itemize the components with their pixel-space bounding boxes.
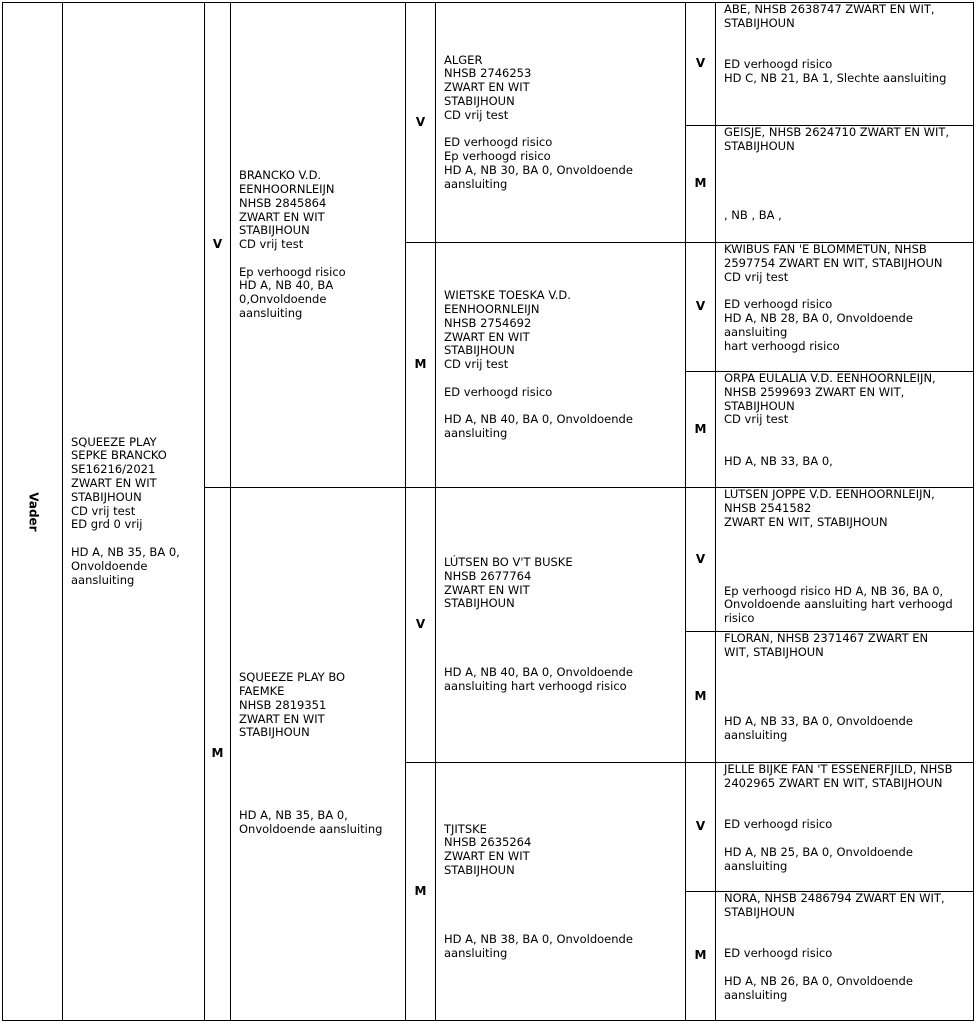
sire-line-7: Ep verhoogd risico: [239, 264, 346, 279]
subject-name: SQUEEZE PLAY: [71, 434, 157, 449]
gen4-2-line-3: , NB , BA ,: [724, 207, 782, 222]
dam-line-2: FAEMKE: [239, 684, 285, 699]
gen4-dog-1: [715, 2, 974, 126]
side-label-cell: [2, 2, 63, 1021]
subject-name-2: SEPKE BRANCKO: [71, 448, 167, 463]
gen3-vv-line-3: ZWART EN WIT: [444, 80, 530, 95]
gen3-mv-line-3: ZWART EN WIT: [444, 582, 530, 597]
sire-line-9: 0,Onvoldoende: [239, 292, 327, 307]
gen4-sex-label-3: V: [685, 242, 716, 372]
gen3-mm-line-4: STABIJHOUN: [444, 862, 515, 877]
gen4-7-line-1: JELLE BIJKE FAN 'T ESSENERFJILD, NHSB: [724, 762, 953, 776]
gen4-8-line-3: ED verhoogd risico: [724, 946, 833, 961]
subject-dog-cell: [62, 2, 205, 1021]
sire-line-1: BRANCKO V.D.: [239, 168, 322, 183]
subject-registration: SE16216/2021: [71, 462, 156, 477]
gen4-sex-label-2: M: [685, 125, 716, 243]
gen4-sex-label-6: M: [685, 631, 716, 763]
gen4-dog-2: [715, 125, 974, 243]
gen4-8-line-2: STABIJHOUN: [724, 904, 795, 919]
gen2-sex-label-m: M: [204, 487, 231, 1021]
gen4-dog-6: [715, 631, 974, 763]
gen3-vv-line-7: Ep verhoogd risico: [444, 149, 551, 164]
gen4-4-line-2: NHSB 2599693 ZWART EN WIT,: [724, 384, 905, 399]
granddam-maternal-cell: [435, 762, 686, 1021]
gen4-dog-4: [715, 371, 974, 488]
gen3-mv-line-4: STABIJHOUN: [444, 596, 515, 611]
gen3-vm-line-4: ZWART EN WIT: [444, 329, 530, 344]
gen4-4-line-4: CD vrij test: [724, 412, 789, 427]
gen3-vv-line-6: ED verhoogd risico: [444, 135, 553, 150]
gen4-2-line-1: GEISJE, NHSB 2624710 ZWART EN WIT,: [724, 125, 950, 139]
gen4-5-line-6: risico: [724, 611, 755, 626]
gen4-5-line-4: Ep verhoogd risico HD A, NB 36, BA 0,: [724, 583, 944, 598]
gen4-sex-label-8: M: [685, 891, 716, 1021]
subject-color: ZWART EN WIT: [71, 476, 157, 490]
gen4-7-line-3: ED verhoogd risico: [724, 817, 833, 832]
gen3-mv-line-6: aansluiting hart verhoogd risico: [444, 679, 627, 694]
gen4-sex-label-4: M: [685, 371, 716, 488]
gen3-vm-line-2: EENHOORNLEIJN: [444, 301, 540, 316]
sire-line-5: STABIJHOUN: [239, 223, 310, 238]
gen4-3-line-4: ED verhoogd risico: [724, 297, 833, 312]
gen4-dog-8: [715, 891, 974, 1021]
gen3-mm-line-5: HD A, NB 38, BA 0, Onvoldoende: [444, 931, 633, 946]
gen4-dog-7: [715, 762, 974, 892]
gen3-vm-line-3: NHSB 2754692: [444, 315, 532, 330]
dam-cell: [230, 487, 406, 1021]
gen3-vv-line-5: CD vrij test: [444, 107, 509, 122]
gen3-vv-line-9: aansluiting: [444, 176, 508, 191]
gen4-7-line-2: 2402965 ZWART EN WIT, STABIJHOUN: [724, 775, 943, 790]
gen4-sex-label-1: V: [685, 2, 716, 126]
subject-cd: CD vrij test: [71, 503, 136, 518]
gen4-3-line-2: 2597754 ZWART EN WIT, STABIJHOUN: [724, 255, 943, 270]
grandsire-paternal-cell: [435, 2, 686, 243]
gen4-8-line-1: NORA, NHSB 2486794 ZWART EN WIT,: [724, 891, 945, 905]
gen4-4-line-1: ORPA EULALIA V.D. EENHOORNLEIJN,: [724, 371, 936, 385]
dam-line-7: Onvoldoende aansluiting: [239, 821, 383, 836]
subject-hd-2: Onvoldoende: [71, 558, 148, 573]
gen4-1-line-3: ED verhoogd risico: [724, 57, 833, 72]
sire-line-2: EENHOORNLEIJN: [239, 181, 335, 196]
subject-hd-3: aansluiting: [71, 572, 135, 587]
gen4-2-line-2: STABIJHOUN: [724, 138, 795, 153]
gen2-sex-label-v: V: [204, 2, 231, 488]
gen4-8-line-5: aansluiting: [724, 987, 788, 1002]
gen4-dog-5: [715, 487, 974, 632]
gen4-sex-label-5: V: [685, 487, 716, 632]
gen3-mv-line-1: LÚTSEN BO V'T BUSKE: [444, 555, 573, 570]
subject-ed: ED grd 0 vrij: [71, 517, 143, 532]
gen4-7-line-5: aansluiting: [724, 858, 788, 873]
gen4-5-line-5: Onvoldoende aansluiting hart verhoogd: [724, 597, 953, 612]
gen3-vm-line-5: STABIJHOUN: [444, 343, 515, 358]
gen4-4-line-3: STABIJHOUN: [724, 398, 795, 413]
gen4-3-line-6: aansluiting: [724, 324, 788, 339]
gen3-vv-line-4: STABIJHOUN: [444, 93, 515, 108]
gen3-mv-line-2: NHSB 2677764: [444, 568, 532, 583]
gen3-vm-line-8: HD A, NB 40, BA 0, Onvoldoende: [444, 412, 633, 427]
gen4-sex-label-7: V: [685, 762, 716, 892]
sire-line-6: CD vrij test: [239, 237, 304, 252]
gen3-mm-line-6: aansluiting: [444, 945, 508, 960]
gen4-3-line-1: KWIBUS FAN 'E BLOMMETÚN, NHSB: [724, 242, 927, 256]
sire-line-8: HD A, NB 40, BA: [239, 278, 334, 293]
grandsire-maternal-cell: [435, 487, 686, 763]
gen4-6-line-2: WIT, STABIJHOUN: [724, 644, 824, 659]
gen4-6-line-3: HD A, NB 33, BA 0, Onvoldoende: [724, 713, 913, 728]
gen4-5-line-2: NHSB 2541582: [724, 500, 812, 515]
gen3-vv-line-2: NHSB 2746253: [444, 66, 532, 81]
gen3-vm-line-1: WIETSKE TOESKA V.D.: [444, 288, 571, 303]
subject-breed: STABIJHOUN: [71, 489, 142, 504]
gen4-1-line-1: ABE, NHSB 2638747 ZWART EN WIT,: [724, 2, 935, 16]
subject-hd-1: HD A, NB 35, BA 0,: [71, 544, 180, 559]
gen3-mm-line-1: TJITSKE: [444, 821, 487, 836]
gen4-7-line-4: HD A, NB 25, BA 0, Onvoldoende: [724, 844, 913, 859]
gen3-sex-label-vm: M: [405, 242, 436, 488]
gen3-mm-line-2: NHSB 2635264: [444, 835, 532, 850]
gen4-dog-3: [715, 242, 974, 372]
dam-line-3: NHSB 2819351: [239, 697, 327, 712]
gen3-mm-line-3: ZWART EN WIT: [444, 849, 530, 864]
gen4-3-line-3: CD vrij test: [724, 269, 789, 284]
gen4-5-line-3: ZWART EN WIT, STABIJHOUN: [724, 514, 888, 529]
sire-line-10: aansluiting: [239, 306, 303, 321]
dam-line-1: SQUEEZE PLAY BO: [239, 670, 346, 685]
gen4-6-line-1: FLORAN, NHSB 2371467 ZWART EN: [724, 631, 929, 645]
sire-line-4: ZWART EN WIT: [239, 209, 325, 224]
gen4-3-line-7: hart verhoogd risico: [724, 338, 840, 353]
gen4-1-line-2: STABIJHOUN: [724, 15, 795, 30]
gen4-4-line-5: HD A, NB 33, BA 0,: [724, 453, 833, 468]
side-label: Vader: [26, 491, 41, 532]
gen4-1-line-4: HD C, NB 21, BA 1, Slechte aansluiting: [724, 70, 947, 85]
gen3-vm-line-7: ED verhoogd risico: [444, 384, 553, 399]
dam-line-4: ZWART EN WIT: [239, 711, 325, 726]
gen4-3-line-5: HD A, NB 28, BA 0, Onvoldoende: [724, 310, 913, 325]
gen3-sex-label-mv: V: [405, 487, 436, 763]
gen4-8-line-4: HD A, NB 26, BA 0, Onvoldoende: [724, 973, 913, 988]
gen4-6-line-4: aansluiting: [724, 727, 788, 742]
sire-line-3: NHSB 2845864: [239, 195, 327, 210]
dam-line-5: STABIJHOUN: [239, 725, 310, 740]
granddam-paternal-cell: [435, 242, 686, 488]
gen3-vm-line-6: CD vrij test: [444, 357, 509, 372]
gen3-sex-label-vv: V: [405, 2, 436, 243]
gen3-vv-line-1: ALGER: [444, 52, 483, 67]
gen4-5-line-1: LÚTSEN JOPPE V.D. EENHOORNLEIJN,: [724, 487, 935, 501]
gen3-mv-line-5: HD A, NB 40, BA 0, Onvoldoende: [444, 665, 633, 680]
sire-cell: [230, 2, 406, 488]
gen3-sex-label-mm: M: [405, 762, 436, 1021]
dam-line-6: HD A, NB 35, BA 0,: [239, 808, 348, 823]
gen3-vm-line-9: aansluiting: [444, 426, 508, 441]
gen3-vv-line-8: HD A, NB 30, BA 0, Onvoldoende: [444, 162, 633, 177]
